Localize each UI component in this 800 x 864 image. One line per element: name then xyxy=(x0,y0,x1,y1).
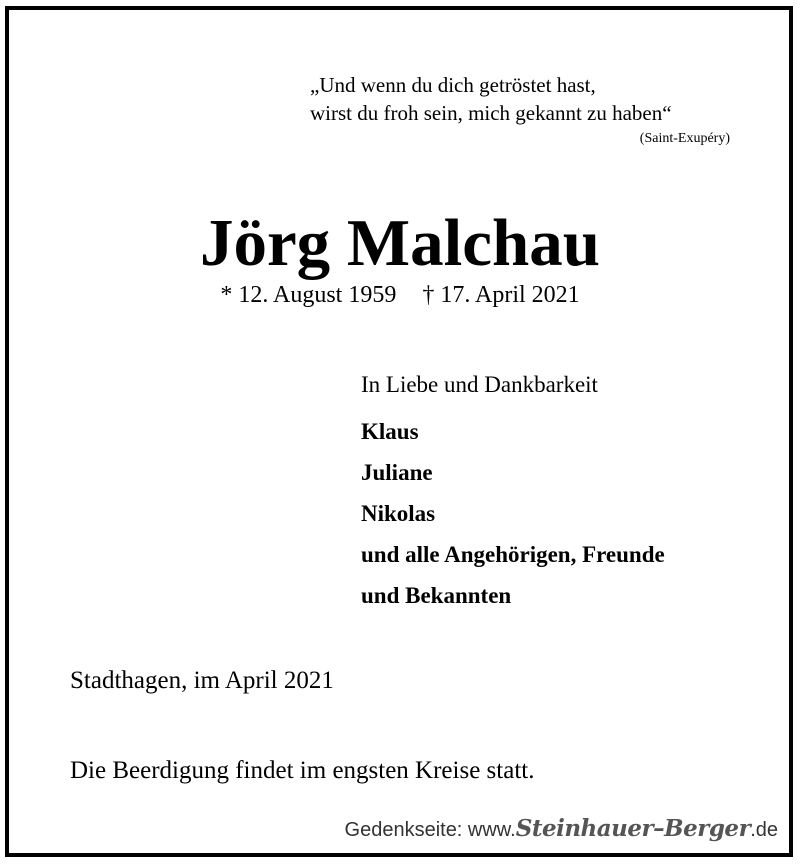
footer-suffix: .de xyxy=(750,819,778,841)
logo-part-2: Berger xyxy=(664,815,751,842)
logo-part-1: Steinhauer xyxy=(515,815,654,842)
mourners-block xyxy=(361,369,665,616)
mourner-line: und alle Angehörigen, Freunde xyxy=(361,542,665,567)
place-date: Stadthagen, im April 2021 xyxy=(70,667,334,694)
mourner-line: Juliane xyxy=(361,460,433,485)
birth-date: * 12. August 1959 xyxy=(220,282,397,308)
funeral-note: Die Beerdigung findet im engsten Kreise statt. xyxy=(70,757,535,784)
quote-line-1: „Und wenn du dich getröstet hast, xyxy=(310,73,596,97)
logo-dash: – xyxy=(653,815,665,842)
death-date: † 17. April 2021 xyxy=(422,282,580,308)
quote-source: (Saint-Exupéry) xyxy=(639,131,730,146)
memorial-page-link[interactable] xyxy=(345,815,778,842)
quote xyxy=(310,71,672,127)
mourners-intro: In Liebe und Dankbarkeit xyxy=(361,372,598,397)
mourner-line: Nikolas xyxy=(361,501,436,526)
mourner-line: Klaus xyxy=(361,419,419,444)
mourner-line: und Bekannten xyxy=(361,583,512,608)
footer-prefix: Gedenkseite: www. xyxy=(344,819,516,841)
quote-line-2: wirst du froh sein, mich gekannt zu haben“ xyxy=(310,101,672,125)
deceased-name: Jörg Malchau xyxy=(199,206,601,280)
life-dates xyxy=(0,282,800,309)
